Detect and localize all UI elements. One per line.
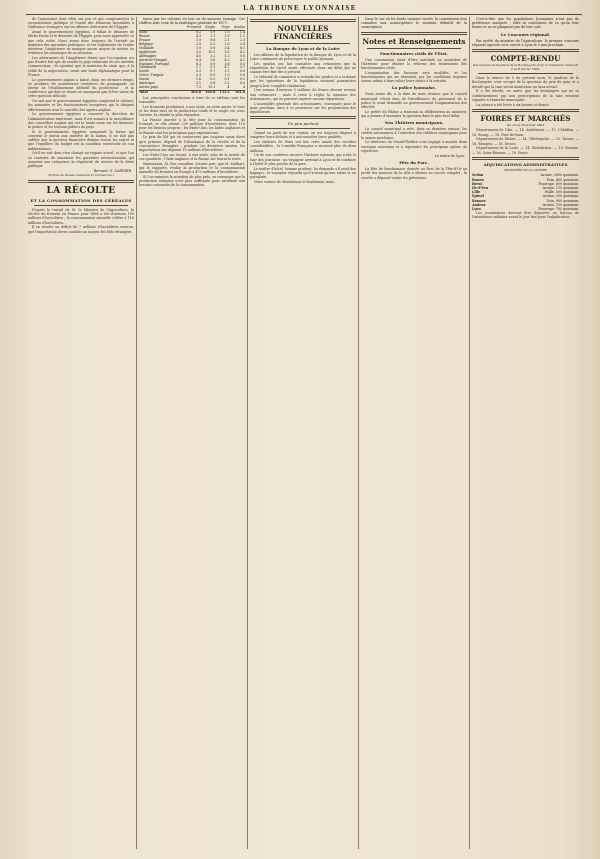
table-cell: 1.9 <box>224 73 230 78</box>
bank-subheading: La Banque de Lyon et de la Loire <box>266 46 340 51</box>
table-cell: 3.3 <box>224 49 230 54</box>
col1-paras <box>28 17 134 168</box>
paragraph: Le préfet du Rhône a transmis la délibération au ministre, qui a promis d'examiner la question dans le plus bref délai. <box>361 109 467 119</box>
column-1 <box>26 17 137 849</box>
notes-heading: Notes et Renseignements <box>362 36 466 46</box>
paragraph: Le maître d'hôtel, homme prudent, lui demanda s'il avait des bagages ; le voyageur répondit qu'il n'avait qu'une valise et un parapluie. <box>250 166 356 180</box>
column-2 <box>137 17 248 849</box>
table-cell: 3.2 <box>224 81 230 86</box>
table-cell: 8.1 <box>239 45 245 50</box>
table-cell: 1.6 <box>195 77 202 82</box>
paragraph: Les États-Unis ont fourni, à eux seuls, plus de la moitié de ces quantités ; l'Inde anglaise et la Russie ont fourni le reste. <box>139 152 245 162</box>
divider <box>361 32 467 35</box>
table-cell: 0.7 <box>210 69 216 74</box>
table-cell: 102.8 <box>201 90 215 94</box>
table-cell: 2.1 <box>210 65 216 70</box>
table-cell: Allemagne <box>139 53 157 58</box>
foires-dates: Du 14 au 20 février 1884 <box>507 122 544 127</box>
paragraph: Les affaires de la liquidation de la Banque de Lyon et de la Loire continuent de préoccuper le public lyonnais. <box>250 53 356 62</box>
table-cell: Seigle <box>201 26 215 30</box>
adjudication-place: Lyon <box>472 207 481 212</box>
adjudication-place: Brest <box>472 181 483 186</box>
table-cell: Italie <box>139 30 148 35</box>
paragraph: Les théâtres de Paris ont fait cette année des recettes considérables ; la Comédie-Française a encaissé plus de deux millions. <box>250 140 356 153</box>
table-cell: 10.3 <box>208 85 216 89</box>
adjudication-place: Lille <box>472 190 481 195</box>
table-cell: 151.2 <box>215 90 229 94</box>
paragraph: Département du Rhône. — 14. Villefranche. — 15. Tarare. — 16. Beaujeu. — 18. Givors. <box>472 137 579 146</box>
adjudication-item: Foin, 400 quintaux. <box>546 177 579 182</box>
paragraph: D'après le travail de M. le Ministre de l'Agriculture, la récolte du froment en France pour 1884 a été d'environ 109 millions d'hectolitres ; la consommation annuelle s'élève à 116 millions d'hectolitres. <box>28 208 134 225</box>
concours-paragraph: Par arrêté du ministre de l'Agriculture, le premier concours régional agricole sera ouvert à Lyon le 5 mai prochain. <box>472 38 579 47</box>
table-cell: 4.2 <box>239 49 245 54</box>
column-5 <box>470 17 581 849</box>
table-cell: Danemark <box>139 65 156 70</box>
table-cell: 10.5 <box>208 49 216 54</box>
police-subheading: La police lyonnaise. <box>391 85 437 91</box>
paragraph: Les froments produisent, à nos seuls, en cette année, le tiers et les deux tiers de la production totale et le seigle est, avec l'avoine, la céréale la plus répandue. <box>139 104 245 118</box>
paragraph: Si l'on examine la situation de plus près, on remarque que la production indigène n'est plus suffisante pour satisfaire aux besoins croissants de la consommation. <box>139 175 245 188</box>
table-cell: 4.3 <box>195 34 202 39</box>
column-3 <box>248 17 359 849</box>
adjudication-item: Foin, 900 quintaux. <box>546 198 579 203</box>
table-cell: 0.6 <box>239 73 245 78</box>
adjudications-list <box>472 173 579 211</box>
table-cell: 101.8 <box>230 90 245 94</box>
paragraph: La France marche à la tête pour la consommation du froment, et elle atteint 230 millions d'hectolitres, dont 116 pour les besoins propres ; les États-Unis, les Indes anglaises et la Russie sont les principaux pays exportateurs. <box>139 118 245 135</box>
table-cell: Grèce, Turquie <box>139 73 164 78</box>
col5-paras <box>472 76 579 107</box>
divider <box>472 49 579 52</box>
paragraph: Il en résulte un déficit de 7 millions d'hectolitres environ, que l'importation devra combler au moyen des blés étrangers. <box>28 225 134 234</box>
table-cell: 2.3 <box>239 38 245 43</box>
divider <box>367 48 461 49</box>
recolte-title: LA RÉCOLTE <box>46 186 116 197</box>
table-cell: 0.3 <box>210 77 216 82</box>
table-cell: 3.1 <box>195 81 202 86</box>
table-cell: 3.6 <box>224 61 230 66</box>
paragraph: Le prix du blé qui se conservera pas toujours aussi élevé qu'à présent, dépend de l'abondance de la récolte et de la concurrence étrangère ; pendant ces dernières années, les importations ont dépassé 18 millions d'hectolitres. <box>139 135 245 153</box>
col5-intro: C'est-à-dire que les populations lyonnaises n'ont pas de préférence marquée ; elles se contentent de ce qu'on leur donne et ne se plaignent pas de leur sort. <box>472 17 579 30</box>
col4-paras2 <box>361 92 467 118</box>
table-cell: 0.9 <box>210 61 216 66</box>
paragraph: La séance a été levée à six heures et demie. <box>476 102 550 107</box>
table-cell: Froment <box>181 26 201 30</box>
col3-paras2 <box>250 131 356 184</box>
table-cell: 6.4 <box>195 57 202 62</box>
table-cell: 3.4 <box>239 42 245 47</box>
adjudication-item: Avoine, 3000 quintaux. <box>540 173 579 178</box>
table-cell: 1.1 <box>210 34 216 39</box>
adjudication-item: Paille, 500 quintaux. <box>544 190 579 195</box>
adjudication-item: Fourrage, 700 quintaux. <box>538 207 579 212</box>
paragraph: Nous avons dit, à la date du mois dernier, que le conseil municipal s'était ému de l'insuffisance du personnel de la police et avait demandé au gouvernement l'augmentation des effectifs. <box>361 92 467 110</box>
col2-paras <box>139 96 245 188</box>
table-cell: Suède <box>139 69 150 74</box>
paragraph: Maintenant, M. Fox considère, d'autre part, que M. Malhart, qui le rapporte, évalue la production et la consommation annuelle du froment en Europe à 470 millions d'hectolitres. <box>139 161 245 175</box>
financial-news-heading: NOUVELLES FINANCIÈRES <box>273 24 333 41</box>
paragraph: Un de nos confrères raconte l'histoire suivante, qui a fait le tour des journaux : un voyageur arrivant à Lyon se fit conduire à l'hôtel le plus proche de la gare. <box>250 153 356 166</box>
table-cell: 2.9 <box>224 34 230 39</box>
table-cell: 0.9 <box>210 30 216 35</box>
table-cell: 5.6 <box>210 45 216 50</box>
adjudication-place: Ile-d'Yeu <box>472 186 489 191</box>
table-cell: Total <box>139 90 181 94</box>
table-cell: 4 <box>242 85 245 89</box>
signature-note: (Extrait du Monde industriel et commercial.) <box>48 173 114 178</box>
signature: Le maire de Lyon, <box>434 154 465 159</box>
table-cell: Orge <box>215 26 229 30</box>
table-cell: 1.7 <box>195 65 202 70</box>
table-cell: 4.7 <box>224 65 230 70</box>
columns <box>26 17 582 849</box>
adjudication-place: Sedan <box>472 173 484 178</box>
table-cell: 3.9 <box>195 45 202 50</box>
table-cell: 3.3 <box>195 73 202 78</box>
paragraph: Dans la séance du 5 du présent mois, le syndicat de la Boulangerie s'est occupé de la question du prix du pain et a décidé que la taxe serait maintenue au taux actuel. <box>472 76 579 89</box>
adjudication-item: Avoine, 200 quintaux. <box>542 194 579 199</box>
table-cell: 0.6 <box>239 53 245 58</box>
table-cell: Angleterre <box>139 49 157 54</box>
table-cell: Autriche-Hongrie <box>139 57 168 62</box>
table-cell: 7.3 <box>195 85 202 89</box>
table-cell: 1.1 <box>224 69 230 74</box>
adjudications-heading: ADJUDICATIONS ADMINISTRATIVES <box>483 161 568 167</box>
paragraph: Avant le gouvernement égyptien, il fallait le désastre de Hicks-Pacha et le désastre de l'Egypte pour nous apprendre ce que cela coûte. Nous avons donc toujours de l'intérêt au maintien des garanties politiques, et les règlements de l'ordre intérieur, l'Angleterre ne manque aucun moyen de mettre en évidence les avantages de sa situation. <box>28 30 134 56</box>
paragraph: Département de la Loire. — 14. Montbrison. — 15. Roanne. — 16. Saint-Étienne. — 18. Feurs. <box>472 146 579 155</box>
divider <box>28 180 134 183</box>
table-cell: 4 <box>227 85 230 89</box>
fete-subheading: Fête du Parc. <box>399 160 429 166</box>
divider <box>472 157 579 160</box>
table-cell: 0.3 <box>195 69 202 74</box>
table-cell: 6.2 <box>195 30 202 35</box>
un-peu-partout-heading: Un peu partout <box>287 121 319 127</box>
table-cell: Suisse <box>139 77 150 82</box>
table-cell: Autres pays <box>139 85 159 89</box>
paragraph: Les soumissions devront être déposées au bureau de l'intendance militaire avant le jour fixé pour l'adjudication. <box>472 211 579 220</box>
table-cell: 4.1 <box>239 57 245 62</box>
paragraph: Le gouvernement égyptien a conservé la direction de l'administration intérieure, mais il est soumis à la surveillance des conseillers anglais qui ont la haute main sur les finances, la justice et les travaux publics du pays. <box>28 112 134 130</box>
table-cell: 3.6 <box>210 57 216 62</box>
compte-rendu-heading: COMPTE-RENDU <box>490 54 561 64</box>
col4-paras1 <box>361 58 467 84</box>
markets-list <box>472 128 579 154</box>
paragraph: Le tribunal de commerce a entendu les syndics et a ordonné que les opérations de la liquidation seraient poursuivies jusqu'à leur complète réalisation. <box>250 75 356 88</box>
column-4 <box>359 17 470 849</box>
paragraph: Si le gouvernement égyptien comprend la forme qui convient le mieux aux intérêts de la nation, il ne doit pas oublier que la question financière domine toutes les autres et que l'équilibre du budget est la condition essentielle de son indépendance. <box>28 129 134 151</box>
paragraph: L'assemblée générale des actionnaires, convoquée pour le mois prochain, aura à se prononcer sur les propositions des liquidateurs. <box>250 101 356 115</box>
table-cell: 2.5 <box>195 42 202 47</box>
table-cell: Hollande <box>139 45 154 50</box>
table-cell: Espagne, Portugal <box>139 61 169 66</box>
paragraph: Une somme d'environ 3 millions de francs devrait revenir aux créanciers ; mais il reste à régler la situation des actionnaires, qui ne peuvent espérer aucune répartition. <box>250 88 356 101</box>
table-cell: 0.2 <box>239 77 245 82</box>
table-cell: 4.0 <box>239 81 245 86</box>
table-cell: 1.5 <box>224 30 230 35</box>
divider <box>250 116 356 119</box>
divider <box>256 43 350 44</box>
paragraph: Les principales conclusions à tirer de ce tableau sont les suivantes : <box>139 95 245 105</box>
adjudication-item: Fourrage, 600 quintaux. <box>538 181 579 186</box>
table-cell: 8.3 <box>195 61 202 66</box>
table-cell: 2.9 <box>224 42 230 47</box>
concours-subheading: Le Concours régional. <box>500 31 551 37</box>
table-cell: 0.6 <box>239 69 245 74</box>
theatres-subheading: Nos Théâtres municipaux. <box>384 120 444 126</box>
recolte-subtitle: ET LA CONSOMMATION DES CÉRÉALES <box>30 198 132 204</box>
table-cell: 3.7 <box>239 65 245 70</box>
table-cell: 0.5 <box>239 61 245 66</box>
cereal-table <box>139 26 245 94</box>
table-cell: Russie <box>139 34 150 39</box>
table-cell: 3.2 <box>210 53 216 58</box>
adjudication-place: Rouen <box>472 177 484 182</box>
table-cell: Avoine <box>230 26 245 30</box>
table-cell: 4.0 <box>195 53 202 58</box>
paragraph: La fête de bienfaisance donnée au Parc de la Tête-d'Or au profit des pauvres de la ville a obtenu un succès complet ; la recette a dépassé toutes les prévisions. <box>361 167 467 180</box>
ministere-heading: MINISTÈRE DE LA GUERRE <box>504 167 547 172</box>
recolte-paras <box>28 208 134 234</box>
adjudication-place: Rennes <box>472 198 486 203</box>
col4-paras3 <box>361 127 467 153</box>
paragraph: L'organisation des bureaux sera modifiée, et les fonctionnaires qui ne réuniront pas les conditions requises seront admis à faire valoir leurs droits à la retraite. <box>361 70 467 84</box>
table-cell: 3.3 <box>210 42 216 47</box>
paragraph: Les adversaires de l'Angleterre disent que l'occupation n'a pas d'autre but que de rendre le pays tributaire de ses intérêts commerciaux ; ils ajoutent que le maintien du statu quo, à la veille de la négociation, serait une faute diplomatique pour la France. <box>28 56 134 77</box>
masthead: LA TRIBUNE LYONNAISE <box>243 4 357 12</box>
paragraph: Le directeur du Grand-Théâtre s'est engagé à monter deux ouvrages nouveaux et à reprendre les principaux opéras du répertoire. <box>361 140 467 153</box>
table-cell: 0.8 <box>210 81 216 86</box>
col4-intro: Dans le cas où les fonds seraient versés, la commission fera connaître aux souscripteurs le montant définitif de la souscription. <box>361 17 467 30</box>
paragraph: Qu'il ne soit donc rien changé au régime actuel, et que l'on se contente de maintenir les garanties internationales qui assurent aux créanciers la régularité du service de la dette publique. <box>28 151 134 169</box>
table-cell: 3.4 <box>224 45 230 50</box>
table-cell: 1.1 <box>239 34 245 39</box>
table-cell: 0.1 <box>224 77 230 82</box>
table-cell: Amérique <box>139 81 155 86</box>
col3-paras1 <box>250 53 356 114</box>
paragraph: Département de l'Ain. — 14. Ambérieux. — 15. Châtillon. — 16. Bourg. — 18. Pont-de-Vaux. <box>472 128 579 137</box>
table-cell: Belgique <box>139 42 154 47</box>
adjudication-place: Amiens <box>472 202 486 207</box>
table-cell: France <box>139 38 151 43</box>
adjudication-item: Avoine, 110 quintaux. <box>542 186 579 191</box>
divider <box>34 205 128 206</box>
col4-paras4 <box>361 167 467 180</box>
paragraph: de l'autonomie dont elles ont joui et qui compromettra la reconstitution politique et l'unité des éléments favorables à l'influence étrangère sur les affaires intérieures de l'Égypte. <box>28 17 134 30</box>
paragraph: Votre voiture de Montbrison le lendemain, mais... <box>254 179 337 184</box>
table-cell: 1.4 <box>239 30 245 35</box>
divider <box>256 128 350 129</box>
table-cell: 0.9 <box>210 73 216 78</box>
paragraph: Les syndics ont fait connaître aux créanciers que la répartition de l'actif serait effectuée dans un délai qui ne saurait être fixé dès à présent. <box>250 62 356 75</box>
paragraph: Le conseil municipal a voté, dans sa dernière séance, les crédits nécessaires à l'entretien des théâtres municipaux pour la saison prochaine. <box>361 127 467 140</box>
table-cell: 3.9 <box>195 38 202 43</box>
foires-heading: FOIRES ET MARCHÉS <box>480 113 571 123</box>
col2-intro: tenue par les cultures du bon ou du mauvais tonnage. Ces chiffres sont ceux de la statistique générale de 1879 : <box>139 17 245 26</box>
table-cell: 1.3 <box>224 53 230 58</box>
masthead-rule <box>26 14 582 15</box>
signature: Bernard, G. GARNIER. <box>93 169 132 174</box>
paragraph: Une commission vient d'être instituée au ministère de l'Intérieur pour étudier la réforme des traitements des fonctionnaires civils. <box>361 57 467 71</box>
table-row <box>139 90 245 94</box>
compte-rendu-subtitle: Des séances du Syndicat de la Boulangerie et de la Confiserie réunis du 2 au 8 février 1884. <box>472 63 579 71</box>
divider <box>250 19 356 22</box>
paragraph: Il a été décidé, en outre, que les boulangers qui ne se conformeraient pas aux prescriptions de la taxe seraient signalés à l'autorité municipale. <box>472 89 579 102</box>
table-cell: 202.8 <box>181 90 201 94</box>
table-cell: 3.5 <box>195 49 202 54</box>
paragraph: Le gouvernement anglais a laissé, dans ces derniers temps, se produire de nombreuses tentatives de propagande en faveur de l'établissement définitif du protectorat ; et la conférence qui doit se réunir ne manquera pas d'être saisie de cette question délicate. <box>28 77 134 99</box>
fonctionnaires-subheading: Fonctionnaires civils de l'État. <box>379 50 449 56</box>
divider <box>478 73 573 74</box>
col5-end-paras <box>472 211 579 219</box>
table-cell: 4.2 <box>224 57 230 62</box>
table-cell: 2.1 <box>224 38 230 43</box>
adjudication-place: Épinal <box>472 194 484 199</box>
divider <box>472 109 579 112</box>
table-cell: 9.6 <box>210 38 216 43</box>
paragraph: Quand on parle de nos voisins, on est toujours disposé à exagérer leurs défauts et à méconnaître leurs qualités. <box>250 131 356 140</box>
adjudication-item: Avoine, 150 quintaux. <box>542 202 579 207</box>
paragraph: On sait que le gouvernement égyptien comprend le cabinet, les ministres et les fonctionnaires européens qui le dirigent effectivement sous le contrôle des agents anglais. <box>28 99 134 112</box>
